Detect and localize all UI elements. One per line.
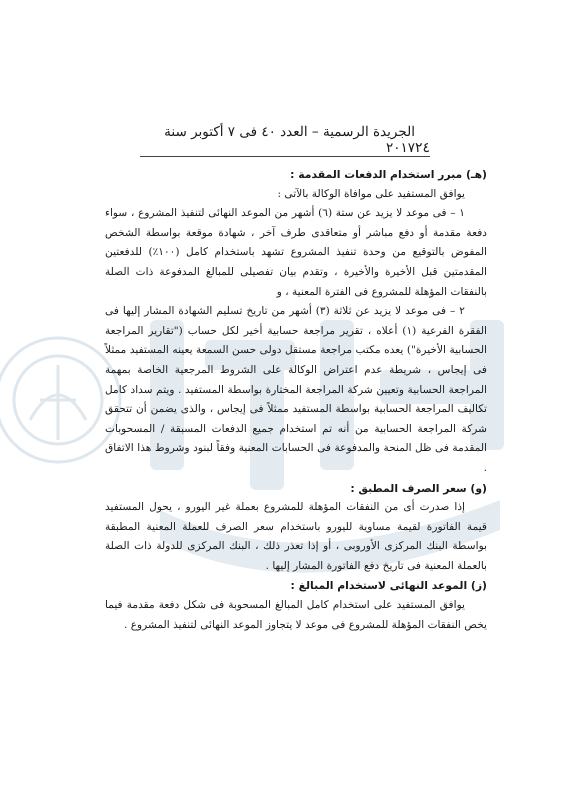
seal-emblem bbox=[30, 365, 86, 440]
page-number: ٢٤ bbox=[414, 140, 430, 156]
paragraph: إذا صدرت أى من النفقات المؤهلة للمشروع بعملة غير اليورو ، يحول المستفيد قيمة الفاتورة لقيمة مساوية لليورو باستخدام سعر الصرف للعملة المعنية المطبقة بواسطة البنك المركزى الأوروبى ، أو إذا تعذر ذلك ، البنك المركزى للدولة ذات الصلة بالعملة المعنية فى تاريخ دفع الفاتورة المشار إليها . bbox=[105, 501, 487, 572]
gazette-title: الجريدة الرسمية – العدد ٤٠ فى ٧ أكتوبر سنة ٢٠١٧ bbox=[164, 124, 415, 156]
paragraph: ٢ – فى موعد لا يزيد عن ثلاثة (٣) أشهر من تاريخ تسليم الشهادة المشار إليها فى الفقرة الفرعية (١) أعلاه ، تقرير مراجعة حسابية أخير لكل حساب ("تقارير المراجعة الحسابية الأخيرة") يعده مكتب مراجعة مستقل دولى حسن السمعة يعينه المستفيد ممثلاً فى إيجاس ، شريطة عدم اعتراض الوكالة على الشروط المرجعية الخاصة بمهمة المراجعة الحسابية وتعيين شركة المراجعة المختارة بواسطة المستفيد . ويتم سداد كامل تكاليف المراجعة الحسابية بواسطة المستفيد ممثلاً فى إيجاس ، والذى يضمن أن تتحقق شركة المراجعة الحسابية من أنه تم استخدام جميع الدفعات المسبقة / المسحوبات المقدمة فى ظل المنحة والمدفوعة فى الحسابات المعنية وفقاً لبنود وشروط هذا الاتفاق . bbox=[105, 305, 487, 474]
section-heading-exchange-rate: (و) سعر الصرف المطبق : bbox=[350, 481, 487, 495]
paragraph: يوافق المستفيد على استخدام كامل المبالغ المسحوبة فى شكل دفعة مقدمة فيما يخص النفقات المؤهلة للمشروع فى موعد لا يتجاوز الموعد النهائى لتنفيذ المشروع . bbox=[105, 599, 487, 631]
document-body bbox=[105, 165, 487, 635]
seal-inner-ring bbox=[14, 356, 102, 444]
seal-outer-ring bbox=[0, 338, 120, 462]
section-heading-advance-justification: (هـ) مبرر استخدام الدفعات المقدمة : bbox=[290, 168, 487, 181]
paragraph: ١ – فى موعد لا يزيد عن ستة (٦) أشهر من الموعد النهائى لتنفيذ المشروع ، سواء دفعة مقدمة أو دفع مباشر أو متعاقدى طرف آخر ، شهادة موقعة بواسطة الشخص المفوض بالتوقيع من وحدة تنفيذ المشروع تشهد باستخدام كامل (١٠٠٪) للدفعتين المقدمتين قبل الأخيرة والأخيرة ، وتقدم بيان تفصيلى للمبالغ المدفوعة ذات الصلة بالنفقات المؤهلة للمشروع فى الفترة المعنية ، و bbox=[105, 207, 487, 298]
paragraph: يوافق المستفيد على موافاة الوكالة بالآتى : bbox=[277, 187, 465, 200]
section-heading-deadline: (ز) الموعد النهائى لاستخدام المبالغ : bbox=[290, 579, 487, 593]
page-header bbox=[140, 124, 430, 157]
